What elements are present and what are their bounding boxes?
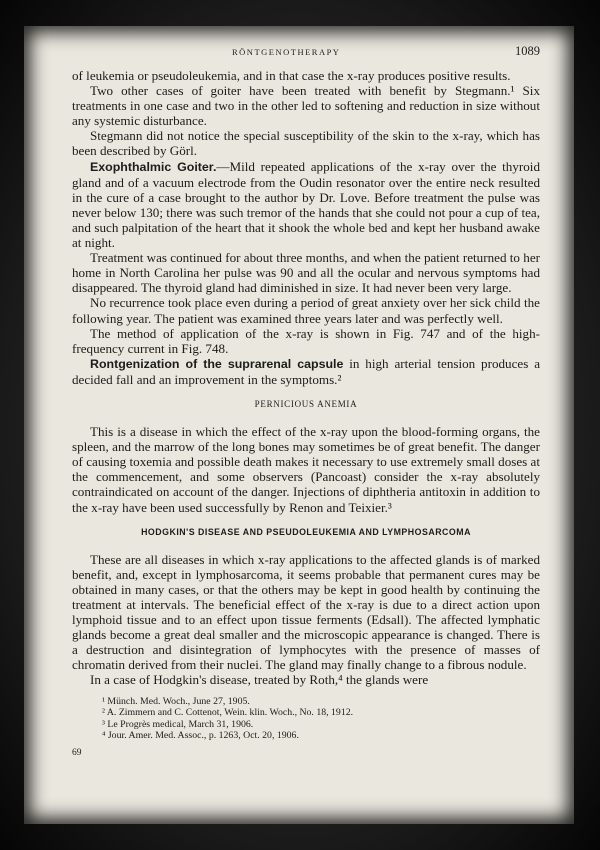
section-heading-hodgkins: HODGKIN'S DISEASE AND PSEUDOLEUKEMIA AND LYMPHOSARCOMA bbox=[141, 526, 471, 537]
footnote: ² A. Zimmern and C. Cottenot, Wein. klin. Woch., No. 18, 1912. bbox=[102, 707, 354, 719]
page-header bbox=[72, 44, 540, 62]
section-1-text: This is a disease in which the effect of the x-ray upon the blood-forming organs, the spleen, and the marrow of the long bones may sometimes be of great benefit. The danger of causing toxemia and possible death makes it necessary to use extremely small doses at the commencement, and some observers (Pancoast) consider the x-ray absolutely contraindicated on account of the danger. Injections of diphtheria antitoxin in addition to the x-ray have been used successfully by Renon and Teixier.³ bbox=[72, 424, 540, 515]
paragraph-6: No recurrence took place even during a period of great anxiety over her sick child the following year. The patient was examined three years later and was perfectly well. bbox=[72, 295, 540, 326]
page-content bbox=[72, 44, 540, 761]
paragraph-3: Stegmann did not notice the special susceptibility of the skin to the x-ray, which has been described by Görl. bbox=[72, 128, 540, 159]
book-page bbox=[24, 26, 574, 824]
section-heading-pernicious-anemia: PERNICIOUS ANEMIA bbox=[254, 398, 358, 409]
paragraph-5: Treatment was continued for about three months, and when the patient returned to her home in North Carolina her pulse was 90 and all the ocular and nervous symptoms had disappeared. The thyroid gland had diminished in size. It had never been very large. bbox=[72, 250, 540, 296]
page-number: 1089 bbox=[515, 44, 540, 58]
footnote: ⁴ Jour. Amer. Med. Assoc., p. 1263, Oct. 20, 1906. bbox=[102, 730, 299, 742]
paragraph-1: of leukemia or pseudoleukemia, and in that case the x-ray produces positive results. bbox=[72, 68, 511, 83]
section-2-text: These are all diseases in which x-ray applications to the affected glands is of marked benefit, and, except in lymphosarcoma, it seems probable that permanent cures may be obtained in many cases, or that the others may be kept in good health by continuing the treatment at intervals. The beneficial effect of the x-ray is due to a direct action upon lymphoid tissue and to an effect upon tissue ferments (Edsall). The affected lymphatic glands become a great deal smaller and the microscopic appearance is changed. There is a destruction and disintegration of lymphocytes with the presence of masses of chromatin derived from their nuclei. The gland may finally change to a fibrous nodule. bbox=[72, 551, 540, 673]
paragraph-4-text: —Mild repeated applications of the x-ray over the thyroid gland and of a vacuum electrode from the Oudin resonator over the entire neck resulted in the cure of a case brought to the author by Dr. Love. Before treatment the pulse was never below 130; there was such tremor of the hands that she could not pour a cup of tea, and such palpitation of the heart that it shook the whole bed and kept her husband awake at night. bbox=[72, 158, 540, 251]
section-2-last-line: In a case of Hodgkin's disease, treated by Roth,⁴ the glands were bbox=[90, 672, 429, 688]
paragraph-8-text: in high arterial tension produces a decided fall and an improvement in the symptoms.² bbox=[72, 355, 540, 387]
running-head: RÖNTGENOTHERAPY bbox=[232, 47, 341, 57]
runin-heading-exophthalmic: Exophthalmic Goiter. bbox=[90, 159, 217, 174]
footnote: ³ Le Progrès medical, March 31, 1906. bbox=[102, 718, 254, 730]
signature-mark: 69 bbox=[72, 747, 82, 758]
paragraph-4 bbox=[72, 159, 540, 251]
footnote: ¹ Münch. Med. Woch., June 27, 1905. bbox=[102, 695, 250, 707]
footnotes bbox=[102, 696, 540, 742]
paragraph-7: The method of application of the x-ray is shown in Fig. 747 and of the high-frequency current in Fig. 748. bbox=[72, 325, 540, 356]
paragraph-8 bbox=[72, 356, 540, 387]
paragraph-2: Two other cases of goiter have been treated with benefit by Stegmann.¹ Six treatments in one case and two in the other led to softening and reduction in size without any systemic disturbance. bbox=[72, 83, 540, 129]
runin-heading-suprarenal: Rontgenization of the suprarenal capsule bbox=[90, 356, 344, 371]
